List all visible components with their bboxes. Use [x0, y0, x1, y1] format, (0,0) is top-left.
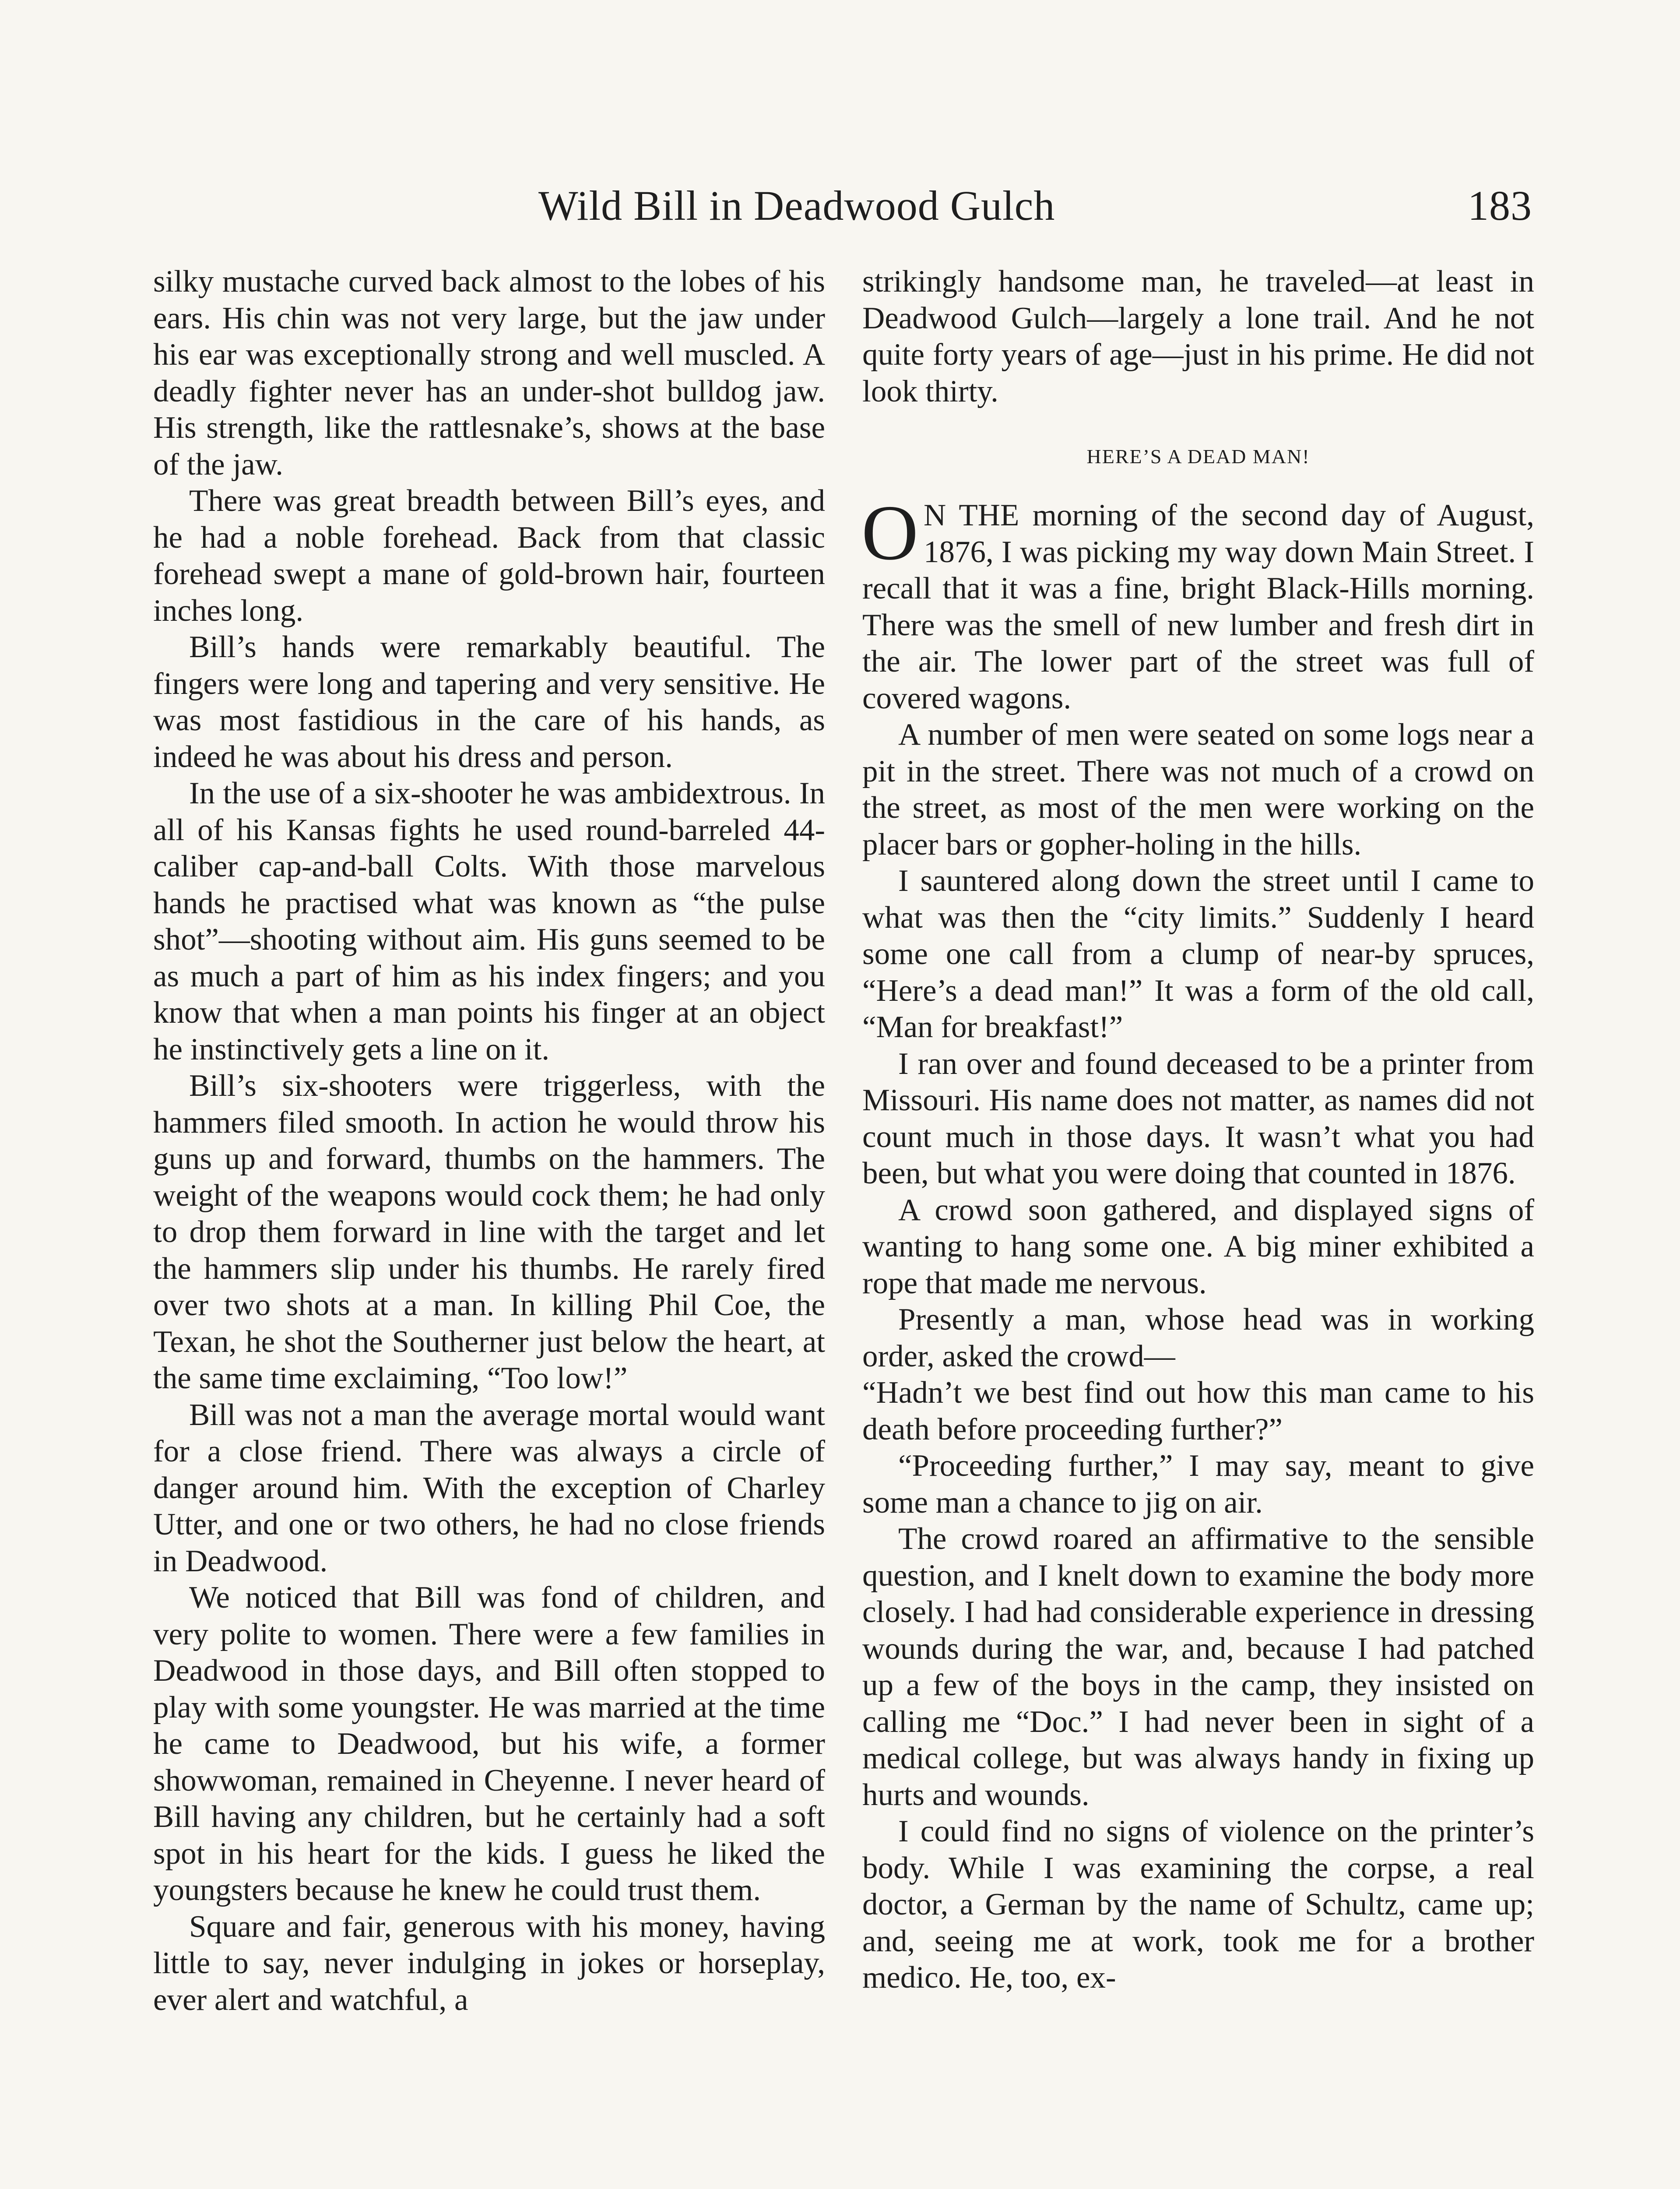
dropcap-paragraph: [861, 489, 1534, 717]
paragraph: “Proceeding further,” I may say, meant to give some man a chance to jig on air.: [862, 1449, 1534, 1520]
paragraph: In the use of a six-shooter he was ambidextrous. In all of his Kansas fights he used round-barreled 44-caliber cap-and-ball Colts. With those marvelous hands he practised what was known as “the pulse shot”—shooting without aim. His guns seemed to be as much a part of him as his index fingers; and you know that when a man points his finger at an object he instinctively gets a line on it.: [153, 776, 825, 1066]
paragraph: Square and fair, generous with his money, having little to say, never indulging in jokes or horseplay, ever alert and watchful, a: [153, 1909, 825, 2017]
paragraph: Presently a man, whose head was in working order, asked the crowd—: [862, 1302, 1534, 1373]
paragraph: We noticed that Bill was fond of children, and very polite to women. There were a few families in Deadwood in those days, and Bill often stopped to play with some youngster. He was married at the time he came to Deadwood, but his wife, a former showwoman, remained in Cheyenne. I never heard of Bill having any children, but he certainly had a soft spot in his heart for the kids. I guess he liked the youngsters because he knew he could trust them.: [153, 1580, 825, 1907]
paragraph: I sauntered along down the street until I came to what was then the “city limits.” Suddenly I heard some one call from a clump of near-by spruces, “Here’s a dead man!” It was a form of the old call, “Man for breakfast!”: [862, 864, 1534, 1044]
paragraph: silky mustache curved back almost to the lobes of his ears. His chin was not very large, but the jaw under his ear was exceptionally strong and well muscled. A deadly fighter never has an under-shot bulldog jaw. His strength, like the rattlesnake’s, shows at the base of the jaw.: [153, 264, 825, 482]
paragraph: Bill was not a man the average mortal would want for a close friend. There was always a circle of danger around him. With the exception of Charley Utter, and one or two others, he had no close friends in Deadwood.: [153, 1397, 825, 1578]
drop-cap: O: [861, 489, 918, 576]
paragraph: strikingly handsome man, he traveled—at least in Deadwood Gulch—largely a lone trail. And he not quite forty years of age—just in his prime. He did not look thirty.: [862, 264, 1534, 408]
paragraph: A number of men were seated on some logs near a pit in the street. There was not much of a crowd on the street, as most of the men were working on the placer bars or gopher-holing in the hills.: [862, 718, 1534, 862]
left-column: [153, 264, 825, 2018]
running-head: [0, 173, 1680, 239]
section-heading: HERE’S A DEAD MAN!: [1086, 445, 1310, 468]
paragraph: “Hadn’t we best find out how this man came to his death before proceeding further?”: [862, 1376, 1534, 1446]
paragraph: Bill’s six-shooters were triggerless, with the hammers filed smooth. In action he would throw his guns up and forward, thumbs on the hammers. The weight of the weapons would cock them; he had only to drop them forward in line with the target and let the hammers slip under his thumbs. He rarely fired over two shots at a man. In killing Phil Coe, the Texan, he shot the Southerner just below the heart, at the same time exclaiming, “Too low!”: [153, 1069, 825, 1395]
article-title: Wild Bill in Deadwood Gulch: [538, 182, 1055, 229]
page-number: 183: [1468, 182, 1532, 229]
paragraph: There was great breadth between Bill’s eyes, and he had a noble forehead. Back from that classic forehead swept a mane of gold-brown hair, fourteen inches long.: [153, 484, 825, 628]
paragraph: Bill’s hands were remarkably beautiful. The fingers were long and tapering and very sensitive. He was most fastidious in the care of his hands, as indeed he was about his dress and person.: [153, 630, 825, 774]
dropcap-paragraph-text: N THE morning of the second day of August, 1876, I was picking my way down Main Street. I recall that it was a fine, bright Black-Hills morning. There was the smell of new lumber and fresh dirt in the air. The lower part of the street was full of covered wagons.: [862, 498, 1534, 715]
paragraph: I could find no signs of violence on the printer’s body. While I was examining the corpse, a real doctor, a German by the name of Schultz, came up; and, seeing me at work, took me for a brother medico. He, too, ex-: [862, 1814, 1534, 1995]
paragraph: A crowd soon gathered, and displayed signs of wanting to hang some one. A big miner exhibited a rope that made me nervous.: [862, 1193, 1534, 1300]
right-column: [862, 264, 1534, 1996]
paragraph: I ran over and found deceased to be a printer from Missouri. His name does not matter, as names did not count much in those days. It wasn’t what you had been, but what you were doing that counted in 1876.: [862, 1046, 1534, 1190]
paragraph: The crowd roared an affirmative to the sensible question, and I knelt down to examine the body more closely. I had had considerable experience in dressing wounds during the war, and, because I had patched up a few of the boys in the camp, they insisted on calling me “Doc.” I had never been in sight of a medical college, but was always handy in fixing up hurts and wounds.: [862, 1522, 1534, 1812]
